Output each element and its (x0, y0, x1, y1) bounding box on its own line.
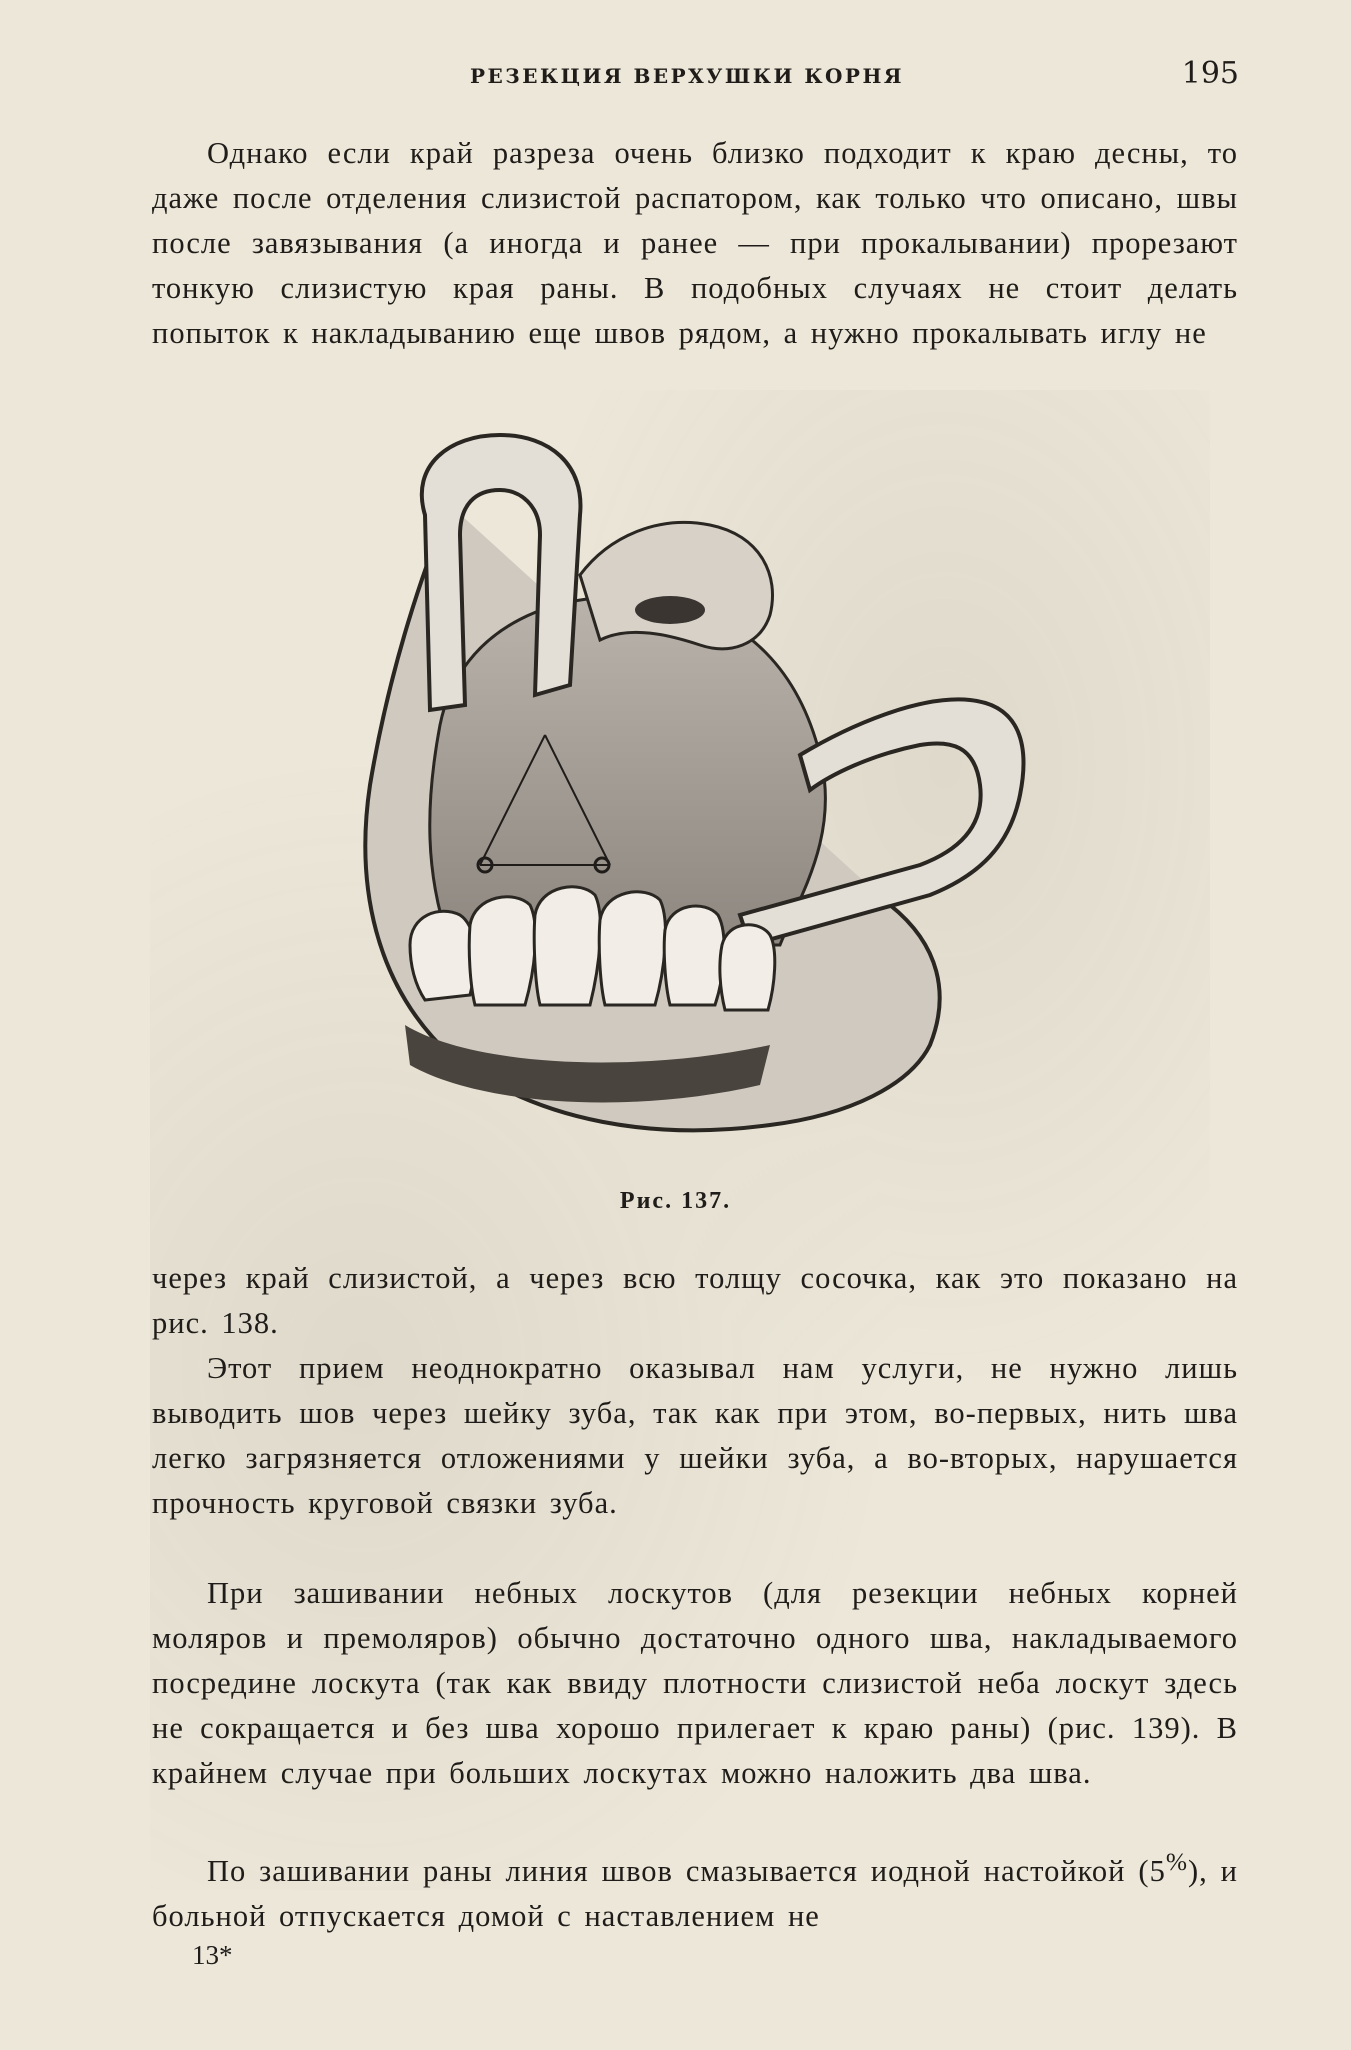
mucosa-flap (580, 522, 773, 648)
figure-caption: Рис. 137. (619, 1188, 732, 1214)
dental-suture-illustration (330, 425, 1080, 1165)
paragraph-3: Этот прием неоднократно оказывал нам услуги, не нужно лишь выводить шов через шейку зуба, так как при этом, во-первых, нить шва легко загрязняется отложениями у шейки зуба, а во-вторых, нарушается прочность круговой связки зуба. (152, 1351, 1238, 1520)
signature-mark: 13* (192, 1940, 233, 1970)
paragraph-2: через край слизистой, а через всю толщу сосочка, как это показано на рис. 138. (152, 1261, 1238, 1340)
percent-sign: % (1165, 1848, 1188, 1876)
paragraph-1: Однако если край разреза очень близко подходит к краю десны, то даже после отделения слизистой распатором, как только что описано, швы после завязывания (а иногда и ранее — при прокалывании) прорезают тонкую слизистую края раны. В подобных случаях не стоит делать попыток к накладыванию еще швов рядом, а нужно прокалывать иглу не (152, 136, 1238, 350)
paragraph-4: При зашивании небных лоскутов (для резекции небных корней моляров и премоляров) обычно достаточно одного шва, накладываемого посредине лоскута (так как ввиду плотности слизистой неба лоскут здесь не сокращается и без шва хорошо прилегает к краю раны) (рис. 139). В крайнем случае при больших лоскутах можно наложить два шва. (152, 1576, 1238, 1790)
paragraph-5-end: ), и больной отпускается домой с наставлением не (152, 1854, 1239, 1934)
wound-opening (635, 596, 705, 624)
page-header (0, 56, 1351, 96)
paragraph-5 (152, 1840, 1238, 1939)
page-number: 195 (1181, 56, 1239, 91)
paragraph-5-start: По зашивании раны линия швов смазывается иодной настойкой (5 (207, 1854, 1166, 1889)
running-title: РЕЗЕКЦИЯ ВЕРХУШКИ КОРНЯ (470, 64, 905, 88)
figure-137 (330, 425, 1080, 1165)
